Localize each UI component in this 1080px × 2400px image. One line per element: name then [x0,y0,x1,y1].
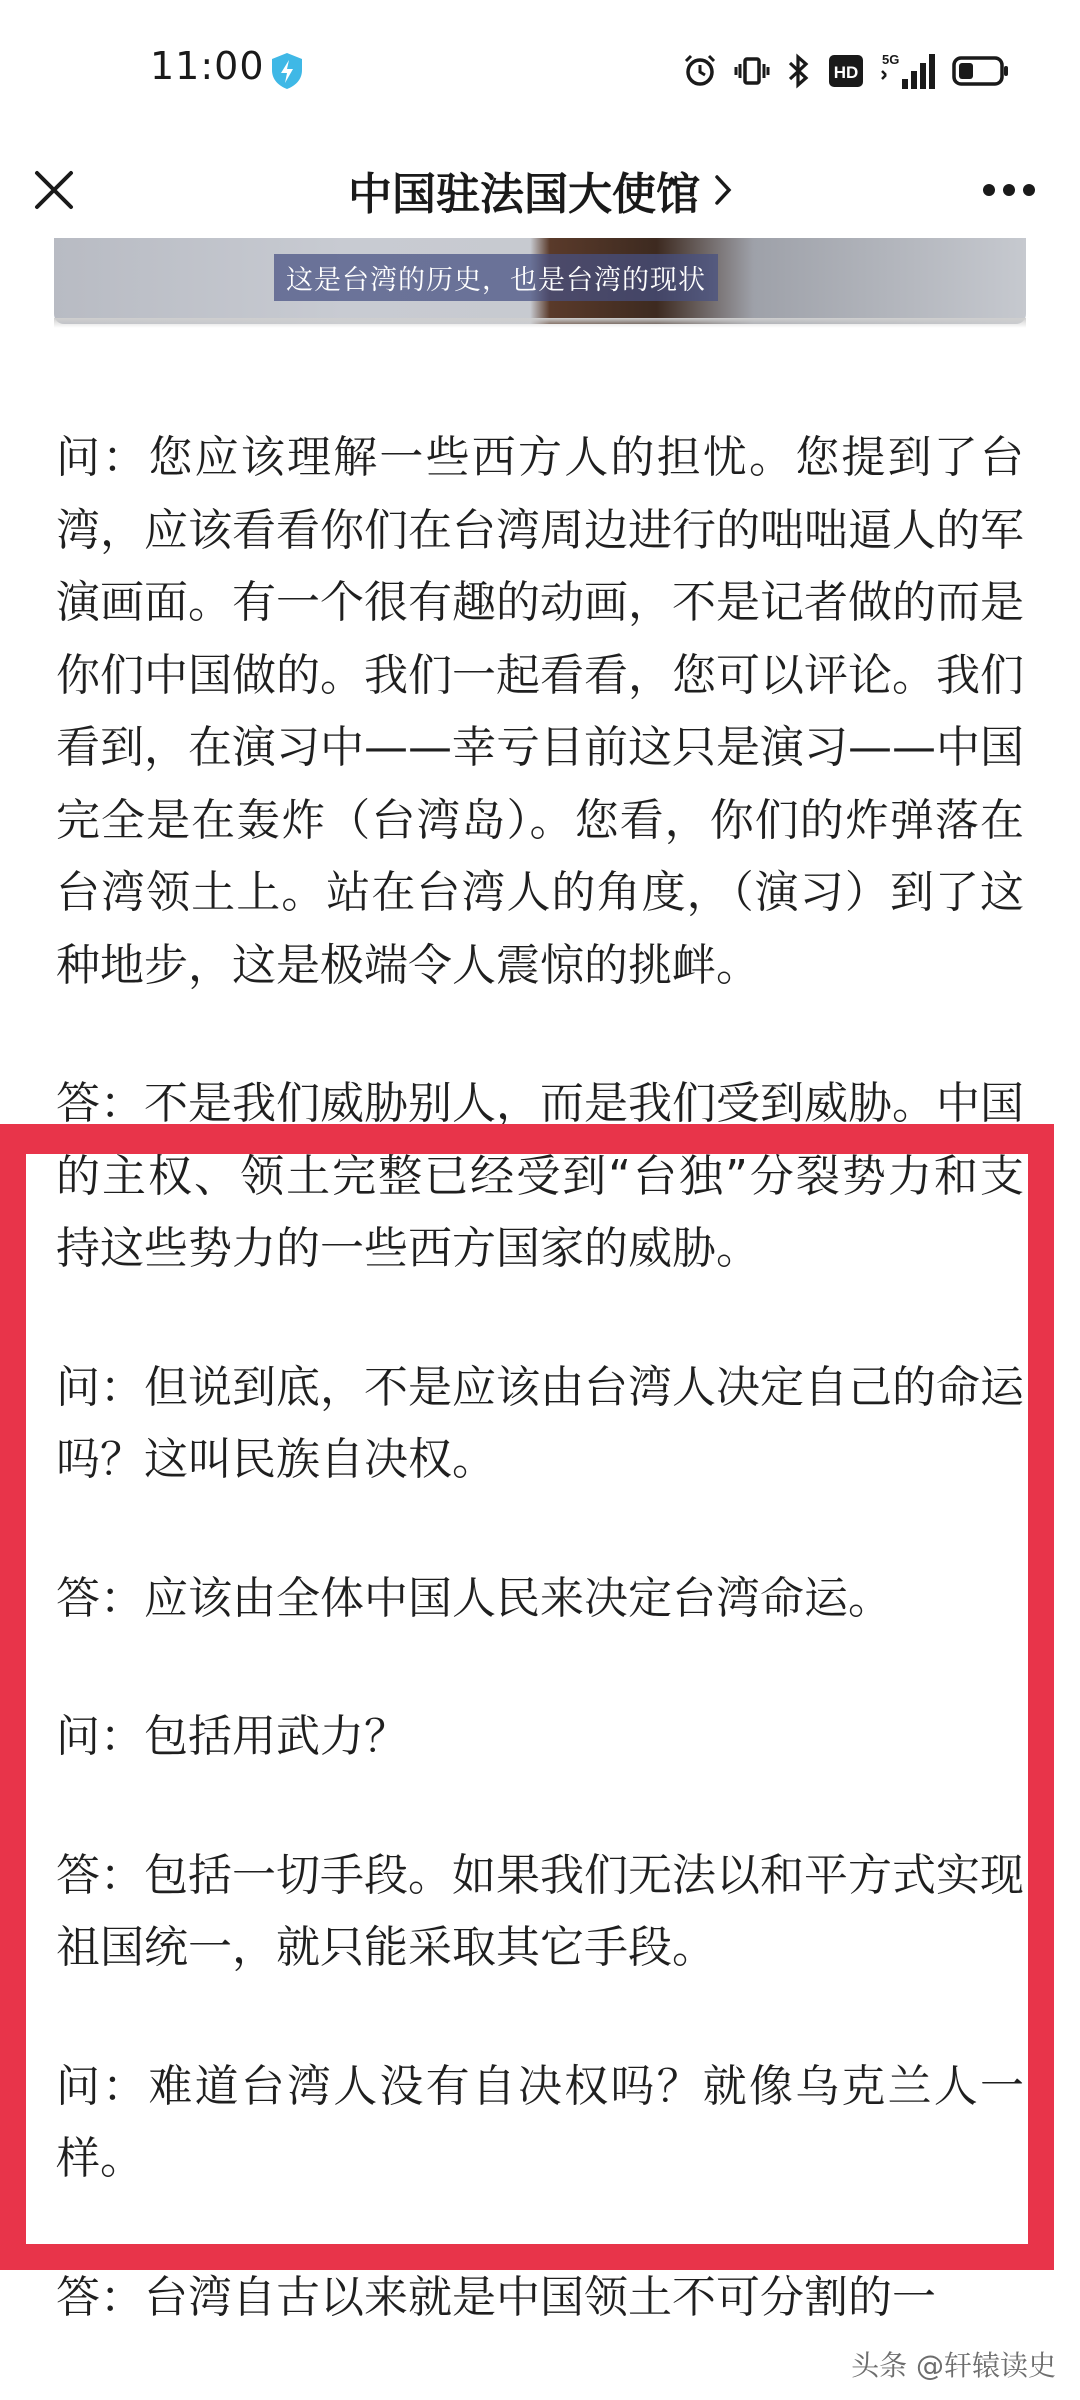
video-shadow [54,318,1026,328]
status-time: 11:00 [150,44,265,88]
nav-bar [0,140,1080,240]
paragraph-answer-3: 答：包括一切手段。如果我们无法以和平方式实现祖国统一，就只能采取其它手段。 [56,1849,1024,1973]
hd-label: HD [833,63,859,82]
close-button[interactable] [28,150,80,230]
more-icon [982,183,1036,197]
page-title: 中国驻法国大使馆 [348,169,700,220]
paragraph-question-3: 问：包括用武力？ [56,1711,408,1762]
paragraph-question-1: 问：您应该理解一些西方人的担忧。您提到了台湾，应该看看你们在台湾周边进行的咄咄逼人的军演画面。有一个很有趣的动画，不是记者做的而是你们中国做的。我们一起看看，您可以评论。我们看到，在演习中——幸亏目前这只是演习——中国完全是在轰炸（台湾岛）。您看，你们的炸弹落在台湾领土上。站在台湾人的角度，（演习）到了这种地步，这是极端令人震惊的挑衅。 [56,432,1024,991]
close-icon [34,170,74,210]
account-title-link[interactable] [348,158,732,222]
bluetooth-icon [786,53,812,89]
status-bar [0,0,1080,140]
paragraph-question-4: 问：难道台湾人没有自决权吗？就像乌克兰人一样。 [56,2060,1024,2184]
paragraph-answer-2: 答：应该由全体中国人民来决定台湾命运。 [56,1572,892,1624]
vibrate-icon [734,53,770,89]
alarm-icon [682,53,718,89]
status-icons [682,50,1010,92]
chevron-right-icon [714,174,732,206]
network-label: 5G [882,52,900,67]
paragraph-question-2: 问：但说到底，不是应该由台湾人决定自己的命运吗？这叫民族自决权。 [56,1361,1024,1485]
more-button[interactable] [974,160,1044,220]
paragraph-answer-1: 答：不是我们威胁别人，而是我们受到威胁。中国的主权、领土完整已经受到“台独”分裂势力和支持这些势力的一些西方国家的威胁。 [56,1078,1024,1274]
article-body [56,422,1024,2400]
hd-icon [828,54,864,88]
5g-signal-icon [880,51,936,91]
shield-icon [270,52,304,90]
paragraph-answer-4: 答：台湾自古以来就是中国领土不可分割的一 [56,2271,936,2323]
video-caption: 这是台湾的历史，也是台湾的现状 [274,254,718,301]
video-thumbnail[interactable] [54,238,1026,324]
battery-icon [952,55,1010,87]
watermark: 头条 @轩辕读史 [851,2349,1056,2382]
